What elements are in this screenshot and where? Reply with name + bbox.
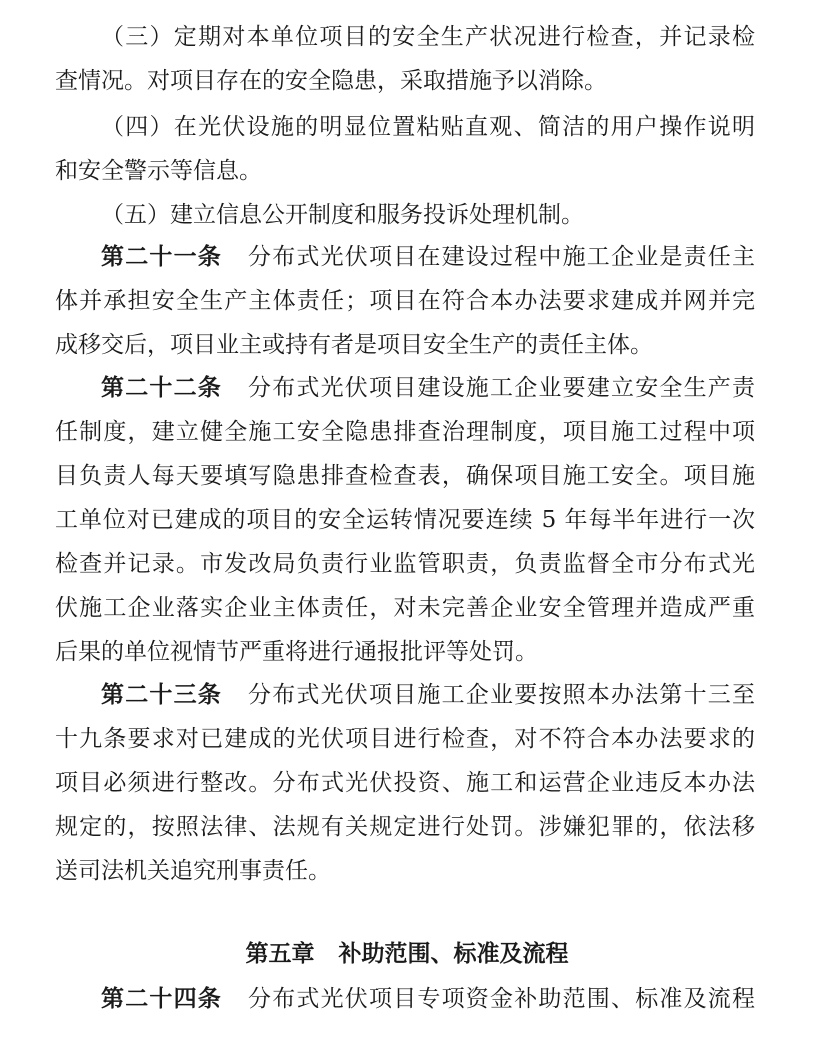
article-21-line-1 (101, 242, 755, 272)
article-23-line-3: 项目必须进行整改。分布式光伏投资、施工和运营企业违反本办法 (55, 770, 755, 796)
item-3-line-1: （三）定期对本单位项目的安全生产状况进行检查，并记录检 (101, 24, 755, 50)
chapter-heading (0, 939, 814, 969)
article-23-line-4: 规定的，按照法律、法规有关规定进行处罚。涉嫌犯罪的，依法移 (55, 814, 755, 840)
item-4-line-1: （四）在光伏设施的明显位置粘贴直观、简洁的用户操作说明 (101, 114, 755, 140)
article-22-text: 分布式光伏项目建设施工企业要建立安全生产责 (248, 375, 755, 401)
article-22-line-1 (101, 373, 755, 403)
article-23-line-1 (101, 680, 755, 710)
item-5-line-1: （五）建立信息公开制度和服务投诉处理机制。 (101, 202, 584, 228)
article-22-heading: 第二十二条 (101, 375, 222, 401)
article-22-line-4: 工单位对已建成的项目的安全运转情况要连续 5 年每半年进行一次 (55, 507, 755, 533)
item-3-line-2: 查情况。对项目存在的安全隐患，采取措施予以消除。 (55, 68, 607, 94)
chapter-title: 补助范围、标准及流程 (338, 941, 569, 967)
article-24-text: 分布式光伏项目专项资金补助范围、标准及流程 (248, 986, 755, 1012)
chapter-number: 第五章 (245, 941, 315, 967)
article-24-line-1 (101, 984, 755, 1014)
article-22-line-5: 检查并记录。市发改局负责行业监管职责，负责监督全市分布式光 (55, 551, 755, 577)
article-21-text: 分布式光伏项目在建设过程中施工企业是责任主 (248, 244, 755, 270)
article-21-heading: 第二十一条 (101, 244, 222, 270)
article-22-line-6: 伏施工企业落实企业主体责任，对未完善企业安全管理并造成严重 (55, 595, 755, 621)
article-22-line-3: 目负责人每天要填写隐患排查检查表，确保项目施工安全。项目施 (55, 463, 755, 489)
item-4-line-2: 和安全警示等信息。 (55, 158, 262, 184)
article-23-line-2: 十九条要求对已建成的光伏项目进行检查，对不符合本办法要求的 (55, 726, 755, 752)
article-24-heading: 第二十四条 (101, 986, 222, 1012)
article-23-line-5: 送司法机关追究刑事责任。 (55, 858, 331, 884)
article-23-heading: 第二十三条 (101, 682, 222, 708)
article-21-line-2: 体并承担安全生产主体责任；项目在符合本办法要求建成并网并完 (55, 288, 755, 314)
article-21-line-3: 成移交后，项目业主或持有者是项目安全生产的责任主体。 (55, 332, 653, 358)
article-23-text: 分布式光伏项目施工企业要按照本办法第十三至 (248, 682, 755, 708)
article-22-line-2: 任制度，建立健全施工安全隐患排查治理制度，项目施工过程中项 (55, 419, 755, 445)
article-22-line-7: 后果的单位视情节严重将进行通报批评等处罚。 (55, 639, 538, 665)
